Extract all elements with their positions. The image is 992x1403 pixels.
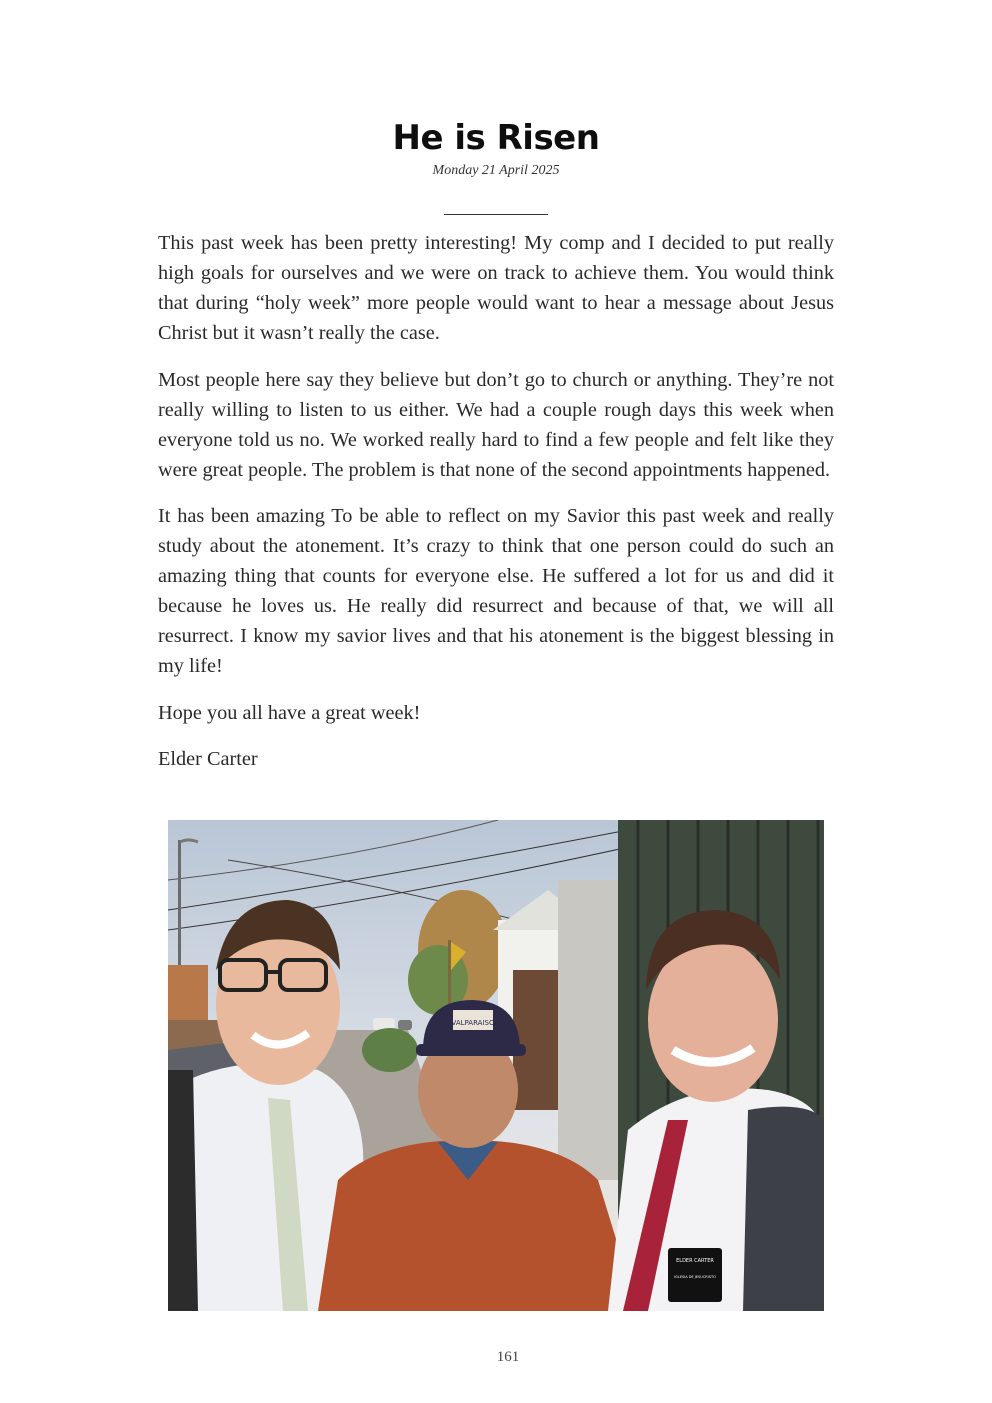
post-title: He is Risen [392, 118, 600, 158]
page-number: 161 [496, 1349, 520, 1365]
post-body [158, 228, 834, 791]
paragraph-1: This past week has been pretty interesting! My comp and I decided to put really high goals for ourselves and we were on track to achieve them. You would think that during “holy week” more people would want to hear a message about Jesus Christ but it wasn’t really the case. [158, 232, 834, 344]
post-date: Monday 21 April 2025 [432, 163, 560, 178]
paragraph-2: Most people here say they believe but don’t go to church or anything. They’re not really willing to listen to us either. We had a couple rough days this week when everyone told us no. We worked really hard to find a few people and felt like they were great people. The problem is that none of the second appointments happened. [158, 368, 834, 481]
cap-text: VALPARAISO [451, 1019, 495, 1027]
badge-name: ELDER CARTER [676, 1258, 714, 1264]
badge-church: IGLESIA DE JESUCRISTO [674, 1275, 716, 1279]
title-divider [444, 214, 548, 215]
paragraph-4: Hope you all have a great week! [158, 701, 421, 724]
signature: Elder Carter [158, 748, 258, 770]
selfie-photo [168, 820, 824, 1311]
paragraph-3: It has been amazing To be able to reflect on my Savior this past week and really study about the atonement. It’s crazy to think that one person could do such an amazing thing that counts for everyone else. He suffered a lot for us and did it because he loves us. He really did resurrect and because of that, we will all resurrect. I know my savior lives and that his atonement is the biggest blessing in my life! [158, 505, 834, 677]
